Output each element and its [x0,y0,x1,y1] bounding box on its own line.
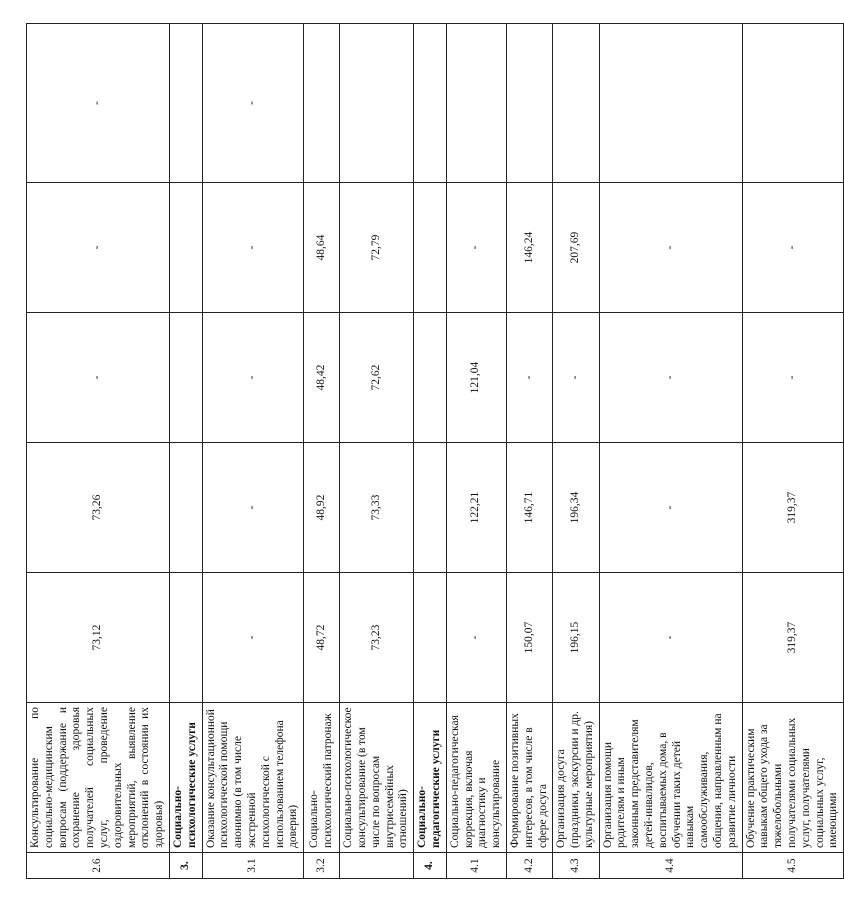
tariff-table [26,23,844,879]
value-cell: 73,23 [340,573,414,703]
table-row [599,24,742,879]
service-name: Социально-психологический патронаж [304,703,340,853]
value-cell: - [599,573,742,703]
document-page [26,24,840,879]
table-row [506,24,552,879]
row-number: 2.6 [27,853,170,879]
value-cell [304,24,340,183]
row-number [340,853,414,879]
service-name: Консультирование по социально-медицинским вопросам (поддержание и сохранение здоровья получателей социальных услуг, проведение оздоровительных мероприятий, выявление отклонений в состоянии их здоровья) [27,703,170,853]
value-cell: - [27,313,170,443]
value-cell: - [202,443,304,573]
row-number: 3. [169,853,202,879]
table-row [169,24,202,879]
row-number: 4.4 [599,853,742,879]
service-name: Социально-психологическое консультирование (в том числе по вопросам внутрисемейных отношений) [340,703,414,853]
service-name: Формирование позитивных интересов, в том числе в сфере досуга [506,703,552,853]
table-row [553,24,599,879]
table-row [27,24,170,879]
value-cell: - [202,183,304,313]
value-cell [414,183,447,313]
value-cell: - [599,313,742,443]
table-row [742,24,844,879]
value-cell: 150,07 [506,573,552,703]
service-name: Социально-педагогические услуги [414,703,447,853]
value-cell: - [742,183,844,313]
value-cell [169,313,202,443]
value-cell: - [202,573,304,703]
service-name: Социально-педагогическая коррекция, включая диагностику и консультирование [446,703,506,853]
value-cell: 319,37 [742,573,844,703]
value-cell [169,443,202,573]
service-name: Организация помощи родителям и иным законным представителям детей-инвалидов, воспитываемых дома, в обучении таких детей навыкам самообслуживания, общения, направленным на развитие личности [599,703,742,853]
value-cell: 73,12 [27,573,170,703]
service-name: Организация досуга (праздники, экскурсии и др. культурные мероприятия) [553,703,599,853]
row-number: 4.1 [446,853,506,879]
value-cell: 122,21 [446,443,506,573]
value-cell: 207,69 [553,183,599,313]
value-cell: - [553,313,599,443]
service-name: Социально-психологические услуги [169,703,202,853]
value-cell: 319,37 [742,443,844,573]
value-cell: - [27,24,170,183]
value-cell: 196,15 [553,573,599,703]
service-name: Обучение практическим навыкам общего ухода за тяжелобольными получателями социальных услуг, получателями социальных услуг, имеющими [742,703,844,853]
row-number: 4.3 [553,853,599,879]
table-row [446,24,506,879]
table-row [202,24,304,879]
value-cell: 121,04 [446,313,506,443]
value-cell [169,24,202,183]
value-cell: - [202,313,304,443]
row-number: 4. [414,853,447,879]
row-number: 3.2 [304,853,340,879]
value-cell [169,183,202,313]
value-cell: - [742,313,844,443]
value-cell [414,313,447,443]
value-cell [742,24,844,183]
row-number: 4.5 [742,853,844,879]
row-number: 4.2 [506,853,552,879]
service-name: Оказание консультационной психологической помощи анонимно (в том числе экстренной психологической с использованием телефона доверия) [202,703,304,853]
value-cell: 73,26 [27,443,170,573]
row-number: 3.1 [202,853,304,879]
value-cell: 48,64 [304,183,340,313]
table-row [414,24,447,879]
value-cell: - [27,183,170,313]
value-cell [414,24,447,183]
table-row [340,24,414,879]
value-cell: 196,34 [553,443,599,573]
value-cell: 73,33 [340,443,414,573]
value-cell: 72,62 [340,313,414,443]
value-cell: 48,42 [304,313,340,443]
value-cell [446,24,506,183]
value-cell: - [599,443,742,573]
table-row [304,24,340,879]
value-cell: - [446,573,506,703]
value-cell [553,24,599,183]
value-cell: 48,92 [304,443,340,573]
value-cell: 146,24 [506,183,552,313]
value-cell: - [599,183,742,313]
value-cell: 72,79 [340,183,414,313]
value-cell: 146,71 [506,443,552,573]
value-cell: - [446,183,506,313]
value-cell [506,24,552,183]
value-cell: - [202,24,304,183]
value-cell [340,24,414,183]
value-cell [169,573,202,703]
value-cell [414,573,447,703]
value-cell: - [506,313,552,443]
value-cell [599,24,742,183]
value-cell [414,443,447,573]
value-cell: 48,72 [304,573,340,703]
